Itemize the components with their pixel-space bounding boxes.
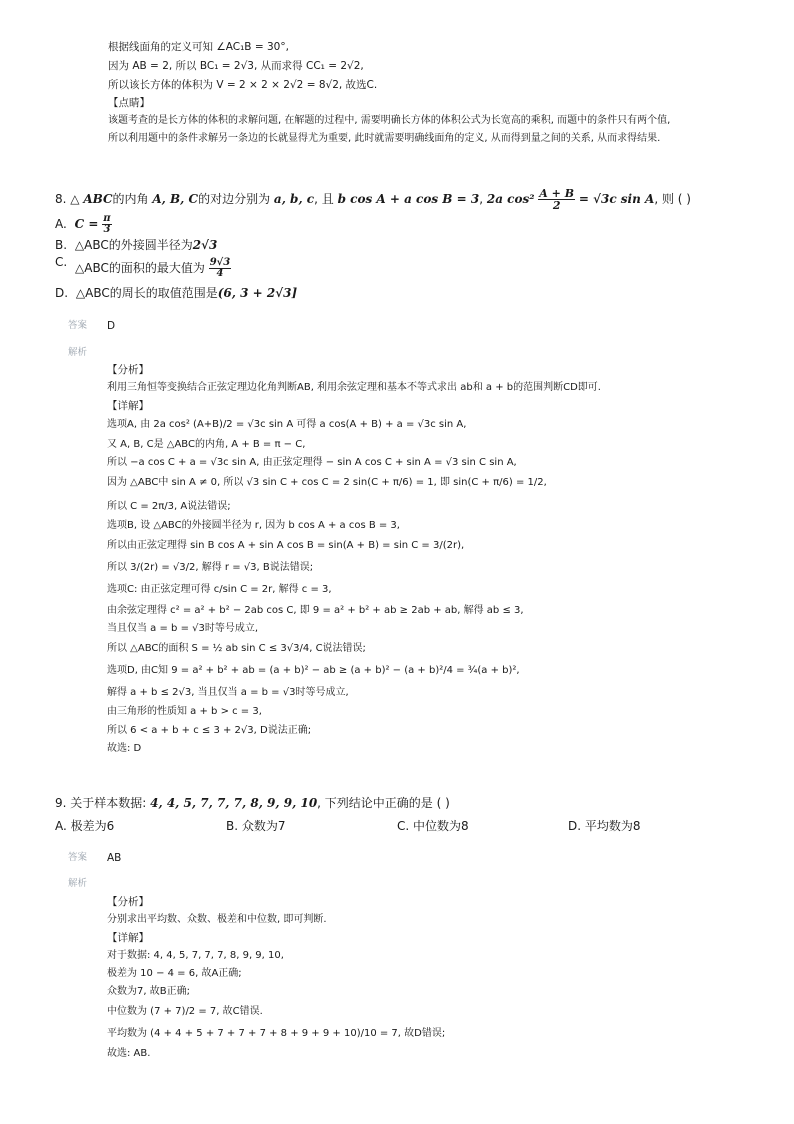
stem-text: 9. 关于样本数据:: [55, 796, 151, 810]
option-a[interactable]: A. C = $\frac{\pi}{3}$: [55, 213, 111, 235]
answer-tag: 答案: [68, 852, 88, 863]
stem-math: A, B, C: [152, 192, 199, 206]
solution-line: 选项D, 由C知 9 = a² + b² + ab = (a + b)² − ab ≥ (a + b)² − (a + b)²/4 = ¾(a + b)²,: [107, 665, 520, 676]
solution-line: 根据线面角的定义可知 ∠AC₁B = 30°,: [108, 41, 289, 53]
solution-line: 选项C: 由正弦定理可得 c/sin C = 2r, 解得 c = 3,: [107, 584, 332, 595]
stem-math: ABC: [83, 192, 113, 206]
solution-line: 所以利用题中的条件求解另一条边的长就显得尤为重要, 此时就需要明确线面角的定义, 从而得到量之间的关系, 从而求得结果.: [108, 133, 661, 144]
solution-line: 当且仅当 a = b = √3时等号成立,: [107, 623, 259, 634]
option-c[interactable]: C. 中位数为8: [397, 819, 469, 833]
solution-line: 故选: D: [107, 743, 142, 754]
solution-line: 利用三角恒等变换结合正弦定理边化角判断AB, 利用余弦定理和基本不等式求出 ab和 a + b的范围判断CD即可.: [107, 382, 601, 393]
solution-line: 平均数为 (4 + 4 + 5 + 7 + 7 + 7 + 8 + 9 + 9 + 10)/10 = 7, 故D错误;: [107, 1028, 446, 1039]
solution-line: 分别求出平均数、众数、极差和中位数, 即可判断.: [107, 914, 327, 925]
solution-line: 对于数据: 4, 4, 5, 7, 7, 7, 8, 9, 9, 10,: [107, 950, 284, 961]
detail-heading: 【详解】: [107, 400, 149, 412]
solution-line: 因为 △ABC中 sin A ≠ 0, 所以 √3 sin C + cos C = 2 sin(C + π/6) = 1, 即 sin(C + π/6) = 1/2,: [107, 477, 547, 488]
stem-text: , 则 ( ): [654, 192, 691, 206]
stem-text: , 且: [314, 192, 338, 206]
answer-value: D: [107, 320, 116, 332]
solution-line: 所以 3/(2r) = √3/2, 解得 r = √3, B说法错误;: [107, 562, 314, 573]
question-stem: [55, 795, 450, 811]
solution-line: 所以 6 < a + b + c ≤ 3 + 2√3, D说法正确;: [107, 725, 312, 736]
solution-line: 选项A, 由 2a cos² (A+B)/2 = √3c sin A 可得 a cos(A + B) + a = √3c sin A,: [107, 419, 467, 430]
stem-fraction: $\frac{A + B}{2}$: [539, 187, 575, 212]
solution-line: 所以由正弦定理得 sin B cos A + sin A cos B = sin(A + B) = sin C = 3/(2r),: [107, 540, 465, 551]
solution-line: 选项B, 设 △ABC的外接圆半径为 r, 因为 b cos A + a cos B = 3,: [107, 520, 400, 531]
solution-line: 众数为7, 故B正确;: [107, 986, 190, 997]
option-b[interactable]: B. 众数为7: [226, 819, 286, 833]
solution-line: 解得 a + b ≤ 2√3, 当且仅当 a = b = √3时等号成立,: [107, 687, 349, 698]
solution-line: 所以 −a cos C + a = √3c sin A, 由正弦定理得 − sin A cos C + sin A = √3 sin C sin A,: [107, 457, 517, 468]
answer-value: AB: [107, 852, 122, 864]
option-b[interactable]: B. △ABC的外接圆半径为2√3: [55, 238, 218, 252]
stem-text: 的内角: [112, 192, 153, 206]
solution-line: 所以该长方体的体积为 V = 2 × 2 × 2√2 = 8√2, 故选C.: [108, 79, 378, 91]
solution-line: 由余弦定理得 c² = a² + b² − 2ab cos C, 即 9 = a² + b² + ab ≥ 2ab + ab, 解得 ab ≤ 3,: [107, 605, 524, 616]
comment-heading: 【点睛】: [108, 97, 150, 109]
option-c[interactable]: C. △ABC的面积的最大值为 $\frac{9√3}{4}$: [55, 255, 231, 279]
answer-tag: 答案: [68, 320, 88, 331]
solution-line: 又 A, B, C是 △ABC的内角, A + B = π − C,: [107, 439, 306, 450]
solution-line: 所以 △ABC的面积 S = ½ ab sin C ≤ 3√3/4, C说法错误;: [107, 643, 366, 654]
stem-math: a, b, c: [273, 192, 315, 206]
stem-math: b cos A + a cos B = 3: [337, 192, 480, 206]
stem-text: 的对边分别为: [198, 192, 274, 206]
detail-heading: 【详解】: [107, 932, 149, 944]
option-d[interactable]: D. △ABC的周长的取值范围是(6, 3 + 2√3]: [55, 286, 298, 300]
analysis-heading: 【分析】: [107, 364, 149, 376]
solution-line: 该题考查的是长方体的体积的求解问题, 在解题的过程中, 需要明确长方体的体积公式为长宽高的乘积, 而题中的条件只有两个值,: [108, 115, 671, 126]
stem-math: = √3c sin A: [578, 192, 655, 206]
option-a[interactable]: A. 极差为6: [55, 819, 115, 833]
solution-line: 由三角形的性质知 a + b > c = 3,: [107, 706, 262, 717]
option-d[interactable]: D. 平均数为8: [568, 819, 641, 833]
solution-line: 因为 AB = 2, 所以 BC₁ = 2√3, 从而求得 CC₁ = 2√2,: [108, 60, 364, 72]
stem-text: ,: [479, 192, 487, 206]
analysis-heading: 【分析】: [107, 896, 149, 908]
solution-line: 极差为 10 − 4 = 6, 故A正确;: [107, 968, 242, 979]
analysis-tag: 解析: [68, 347, 88, 358]
solution-line: 所以 C = 2π/3, A说法错误;: [107, 501, 231, 512]
stem-text: , 下列结论中正确的是 ( ): [317, 796, 450, 810]
solution-line: 故选: AB.: [107, 1048, 151, 1059]
stem-text: 8. △: [55, 192, 84, 206]
question-stem: [55, 188, 691, 211]
stem-math: 2a cos²: [486, 192, 535, 206]
analysis-tag: 解析: [68, 878, 88, 889]
solution-line: 中位数为 (7 + 7)/2 = 7, 故C错误.: [107, 1006, 263, 1017]
stem-math: 4, 4, 5, 7, 7, 7, 8, 9, 9, 10: [150, 796, 318, 810]
